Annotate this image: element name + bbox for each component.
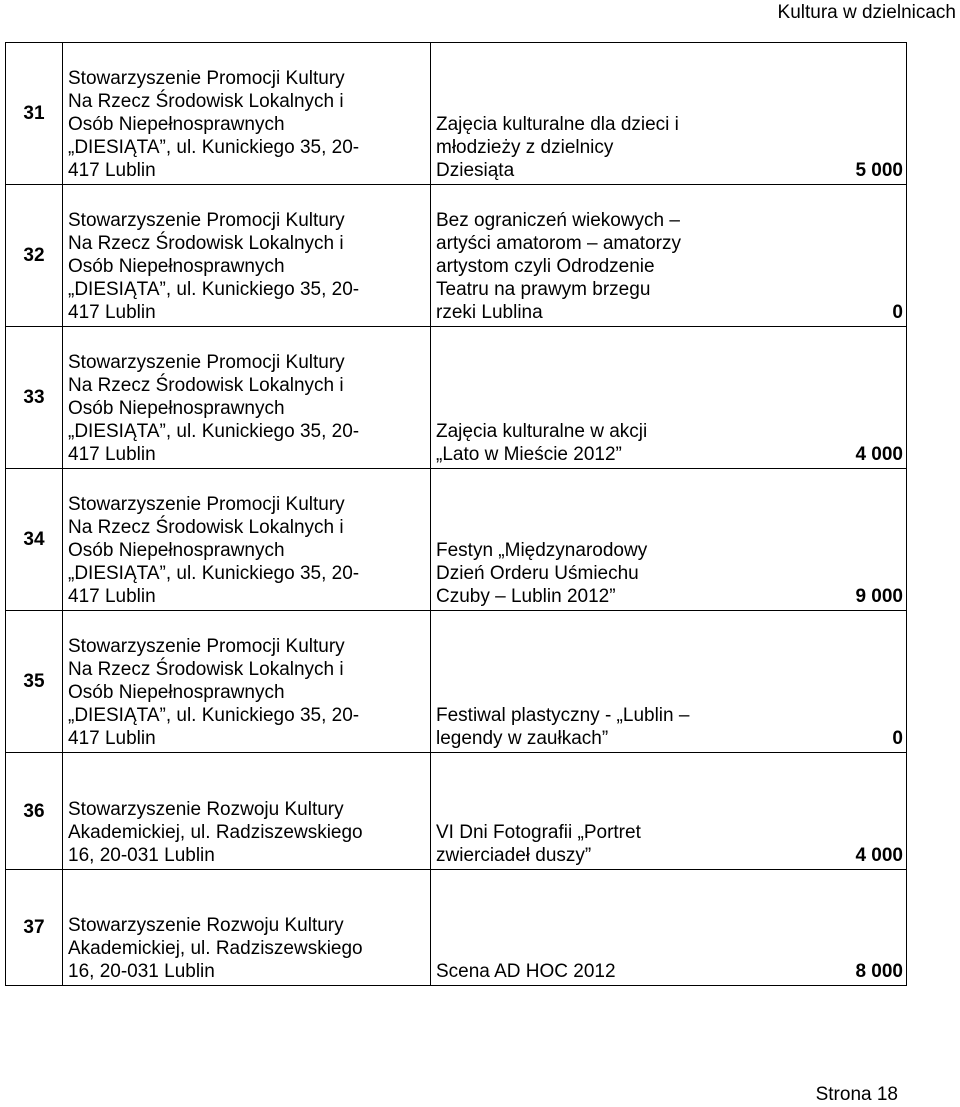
table-row: [6, 870, 907, 986]
task-amount-cell: [431, 469, 907, 611]
row-number: 31: [6, 43, 63, 185]
task-title: VI Dni Fotografii „Portret zwierciadeł duszy”: [436, 822, 641, 866]
task-amount-cell: [431, 185, 907, 327]
row-number: 32: [6, 185, 63, 327]
row-number: 34: [6, 469, 63, 611]
page-number: Strona 18: [815, 1084, 898, 1105]
table-row: [6, 327, 907, 469]
task-title: Zajęcia kulturalne dla dzieci i młodzieży z dzielnicy Dziesiąta: [436, 114, 679, 181]
grant-amount: 4 000: [855, 845, 903, 866]
task-amount-layout: [431, 821, 906, 869]
task-title: Festiwal plastyczny - „Lublin – legendy w zaułkach”: [436, 705, 690, 749]
organization-cell: Stowarzyszenie Promocji Kultury Na Rzecz Środowisk Lokalnych i Osób Niepełnosprawnych „DIESIĄTA”, ul. Kunickiego 35, 20- 417 Lublin: [63, 469, 431, 611]
row-number: 33: [6, 327, 63, 469]
task-amount-cell: [431, 611, 907, 753]
task-title: Bez ograniczeń wiekowych – artyści amatorom – amatorzy artystom czyli Odrodzenie Teatru na prawym brzegu rzeki Lublina: [436, 210, 681, 323]
task-amount-layout: [431, 113, 906, 184]
grant-amount: 0: [892, 302, 903, 323]
organization-cell: Stowarzyszenie Rozwoju Kultury Akademickiej, ul. Radziszewskiego 16, 20-031 Lublin: [63, 870, 431, 986]
task-title: Zajęcia kulturalne w akcji „Lato w Mieście 2012”: [436, 421, 648, 465]
task-amount-layout: [431, 960, 906, 985]
grant-amount: 4 000: [855, 444, 903, 465]
organization-cell: Stowarzyszenie Promocji Kultury Na Rzecz Środowisk Lokalnych i Osób Niepełnosprawnych „DIESIĄTA”, ul. Kunickiego 35, 20- 417 Lublin: [63, 185, 431, 327]
organization-cell: Stowarzyszenie Promocji Kultury Na Rzecz Środowisk Lokalnych i Osób Niepełnosprawnych „DIESIĄTA”, ul. Kunickiego 35, 20- 417 Lublin: [63, 43, 431, 185]
grants-table: [5, 42, 907, 986]
task-title: Festyn „Międzynarodowy Dzień Orderu Uśmiechu Czuby – Lublin 2012”: [436, 540, 648, 607]
task-amount-cell: [431, 753, 907, 870]
task-amount-layout: [431, 539, 906, 610]
table-row: [6, 753, 907, 870]
table-row: [6, 185, 907, 327]
row-number: 37: [6, 870, 63, 986]
table-row: [6, 469, 907, 611]
task-amount-layout: [431, 420, 906, 468]
task-amount-layout: [431, 704, 906, 752]
task-amount-cell: [431, 327, 907, 469]
task-title: Scena AD HOC 2012: [436, 961, 616, 982]
row-number: 36: [6, 753, 63, 870]
organization-cell: Stowarzyszenie Promocji Kultury Na Rzecz Środowisk Lokalnych i Osób Niepełnosprawnych „DIESIĄTA”, ul. Kunickiego 35, 20- 417 Lublin: [63, 611, 431, 753]
task-amount-cell: [431, 43, 907, 185]
organization-cell: Stowarzyszenie Promocji Kultury Na Rzecz Środowisk Lokalnych i Osób Niepełnosprawnych „DIESIĄTA”, ul. Kunickiego 35, 20- 417 Lublin: [63, 327, 431, 469]
row-number: 35: [6, 611, 63, 753]
table-row: [6, 611, 907, 753]
grant-amount: 0: [892, 728, 903, 749]
page-header-title: Kultura w dzielnicach: [777, 2, 956, 23]
organization-cell: Stowarzyszenie Rozwoju Kultury Akademickiej, ul. Radziszewskiego 16, 20-031 Lublin: [63, 753, 431, 870]
grant-amount: 8 000: [855, 961, 903, 982]
table-row: [6, 43, 907, 185]
task-amount-layout: [431, 209, 906, 326]
grant-amount: 9 000: [855, 586, 903, 607]
grant-amount: 5 000: [855, 160, 903, 181]
task-amount-cell: [431, 870, 907, 986]
